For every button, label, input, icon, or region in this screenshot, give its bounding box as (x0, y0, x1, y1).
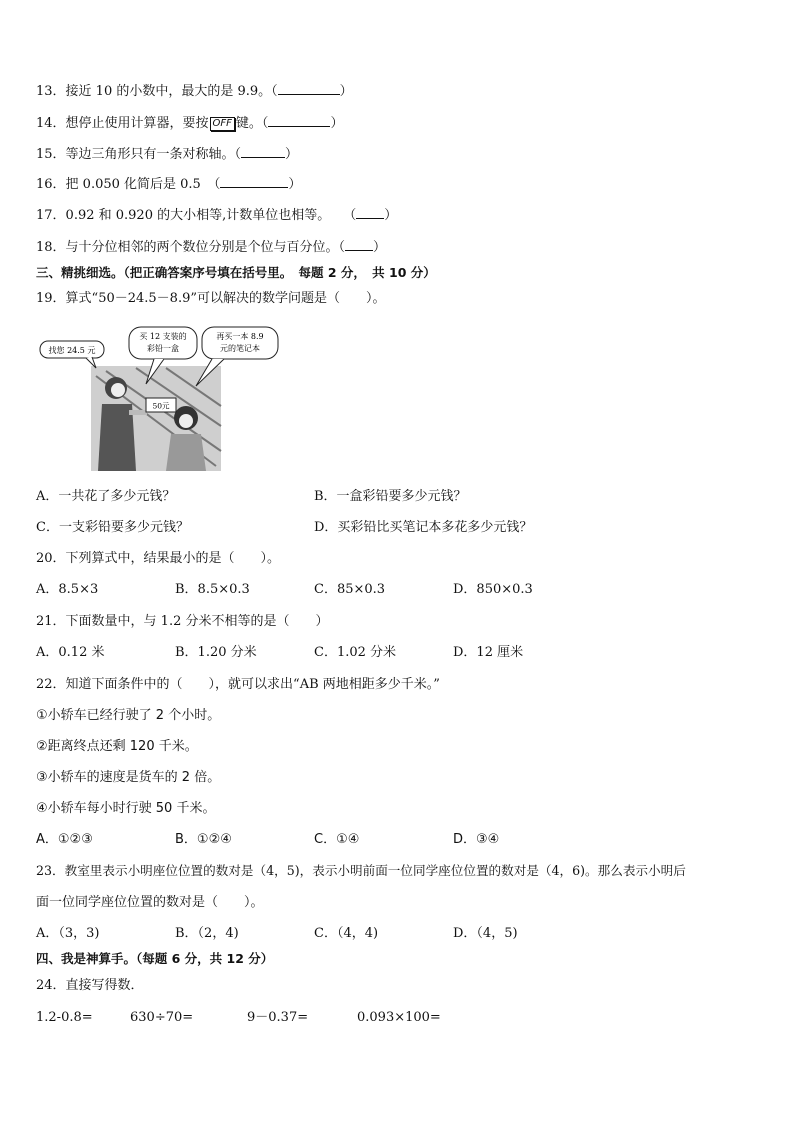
answer-blank[interactable] (356, 206, 384, 219)
price-sign-text: 50元 (152, 401, 170, 411)
question-19: 19．算式“50－24.5－8.9”可以解决的数学问题是（ ）。 (36, 291, 386, 306)
q23-option-b[interactable]: B．（2，4) (175, 926, 239, 941)
question-13-text: 13．接近 10 的小数中，最大的是 9.9。（ (36, 84, 278, 99)
question-15 (36, 145, 298, 164)
q22-condition-4: ④小轿车每小时行驶 50 千米。 (36, 801, 216, 816)
q24-item-2[interactable]: 630÷70= (130, 1010, 194, 1025)
q21-option-c[interactable]: C．1.02 分米 (314, 645, 397, 660)
speech-bubble-2-line-1: 买 12 支装的 (139, 332, 187, 341)
question-24: 24．直接写得数． (36, 978, 144, 993)
q21-option-d[interactable]: D．12 厘米 (453, 645, 524, 660)
q24-item-4[interactable]: 0.093×100= (357, 1010, 441, 1025)
q23-option-a[interactable]: A．（3，3) (36, 926, 100, 941)
question-23-line-1: 23．教室里表示小明座位位置的数对是（4，5)，表示小明前面一位同学座位位置的数对是（4，6)。那么表示小明后 (36, 863, 686, 878)
shopping-illustration (36, 326, 286, 471)
paren-close: ） (288, 177, 302, 192)
q20-option-d[interactable]: D．850×0.3 (453, 582, 533, 597)
speech-bubble-3-line-1: 再买一本 8.9 (216, 332, 264, 341)
question-14 (36, 114, 343, 133)
answer-blank[interactable] (220, 175, 288, 188)
question-17-text: 17．0.92 和 0.920 的大小相等,计数单位也相等。 （ (36, 208, 357, 223)
q22-option-c[interactable]: C．①④ (314, 832, 360, 847)
question-18 (36, 238, 386, 257)
q20-option-b[interactable]: B．8.5×0.3 (175, 582, 250, 597)
paren-close: ） (330, 116, 344, 131)
q22-option-a[interactable]: A．①②③ (36, 832, 93, 847)
question-14-text: 14．想停止使用计算器，要按 (36, 116, 209, 131)
paren-close: ） (384, 208, 398, 223)
q24-item-1[interactable]: 1.2-0.8= (36, 1010, 93, 1025)
question-23-line-2: 面一位同学座位位置的数对是（ ）。 (36, 895, 264, 910)
question-20: 20．下列算式中，结果最小的是（ ）。 (36, 551, 281, 566)
section-4-heading: 四、我是神算手。（每题 6 分，共 12 分） (36, 951, 274, 966)
q21-option-a[interactable]: A．0.12 米 (36, 645, 105, 660)
question-21: 21．下面数量中，与 1.2 分米不相等的是（ ） (36, 614, 329, 629)
answer-blank[interactable] (268, 114, 330, 127)
question-16 (36, 175, 301, 194)
speech-bubble-2-line-2: 彩铅一盒 (147, 344, 179, 353)
q23-option-c[interactable]: C．（4，4) (314, 926, 379, 941)
q19-option-b[interactable]: B．一盒彩铅要多少元钱？ (314, 489, 467, 504)
q19-option-d[interactable]: D．买彩铅比买笔记本多花多少元钱？ (314, 520, 533, 535)
question-14-text-post: 键。（ (235, 116, 269, 131)
speech-bubble-1 (40, 341, 104, 368)
q20-option-a[interactable]: A．8.5×3 (36, 582, 99, 597)
question-16-text: 16．把 0.050 化简后是 0.5 （ (36, 177, 221, 192)
q22-option-b[interactable]: B．①②④ (175, 832, 232, 847)
question-17 (36, 206, 397, 225)
q24-item-3[interactable]: 9－0.37= (247, 1010, 309, 1025)
q20-option-c[interactable]: C．85×0.3 (314, 582, 386, 597)
paren-close: ） (285, 147, 299, 162)
off-key-icon: OFF (210, 117, 235, 131)
paren-close: ） (373, 240, 387, 255)
question-13 (36, 82, 353, 101)
q22-condition-1: ①小轿车已经行驶了 2 个小时。 (36, 708, 221, 723)
q22-condition-3: ③小轿车的速度是货车的 2 倍。 (36, 770, 221, 785)
answer-blank[interactable] (241, 145, 285, 158)
q21-option-b[interactable]: B．1.20 分米 (175, 645, 257, 660)
q19-option-c[interactable]: C．一支彩铅要多少元钱？ (36, 520, 189, 535)
answer-blank[interactable] (278, 82, 340, 95)
question-18-text: 18．与十分位相邻的两个数位分别是个位与百分位。（ (36, 240, 346, 255)
q22-condition-2: ②距离终点还剩 120 千米。 (36, 739, 198, 754)
section-3-heading: 三、精挑细选。（把正确答案序号填在括号里。 每题 2 分， 共 10 分） (36, 265, 436, 280)
speech-bubble-1-text: 找您 24.5 元 (48, 346, 96, 355)
question-15-text: 15．等边三角形只有一条对称轴。（ (36, 147, 242, 162)
answer-blank[interactable] (345, 238, 373, 251)
paren-close: ） (339, 84, 353, 99)
q23-option-d[interactable]: D．（4，5) (453, 926, 518, 941)
q22-option-d[interactable]: D．③④ (453, 832, 500, 847)
q19-option-a[interactable]: A．一共花了多少元钱？ (36, 489, 176, 504)
question-22: 22．知道下面条件中的（ ），就可以求出“AB 两地相距多少千米。” (36, 677, 440, 692)
speech-bubble-3-line-2: 元的笔记本 (220, 344, 260, 353)
